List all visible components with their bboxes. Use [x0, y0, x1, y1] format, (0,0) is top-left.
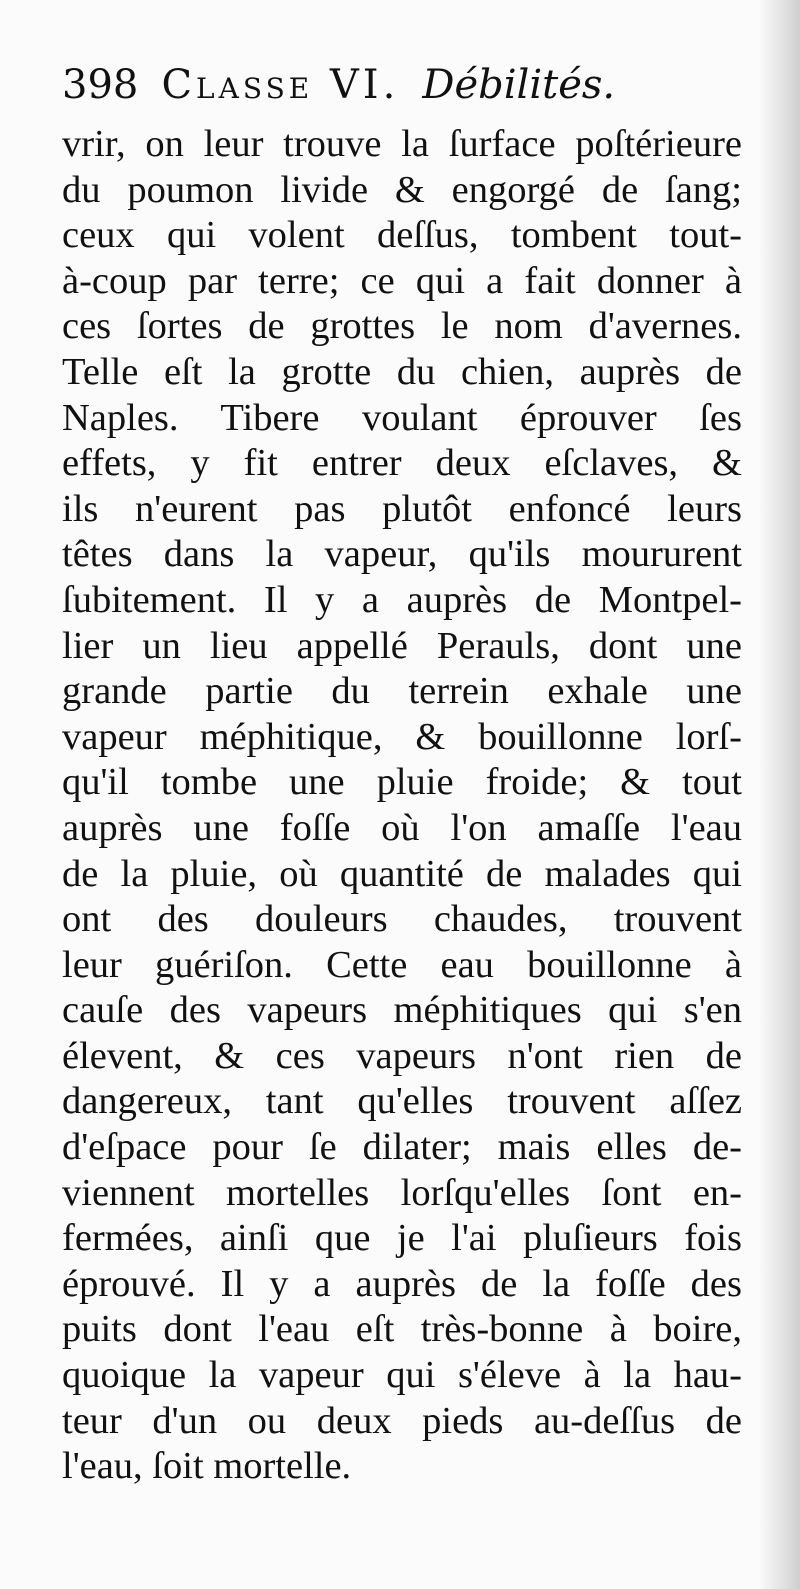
text-line: effets, y fit entrer deux eſclaves, &: [62, 442, 742, 485]
text-line: quoique la vapeur qui s'éleve à la hau-: [62, 1354, 742, 1397]
page-edge-shadow: [758, 0, 800, 1589]
text-line: Telle eſt la grotte du chien, auprès de: [62, 350, 742, 393]
text-line: l'eau, ſoit mortelle.: [62, 1445, 352, 1488]
text-line: vapeur méphitique, & bouillonne lorſ-: [62, 715, 742, 758]
running-header: [62, 62, 742, 118]
text-line: auprès une foſſe où l'on amaſſe l'eau: [62, 806, 742, 849]
text-line: grande partie du terrein exhale une: [62, 670, 742, 713]
body-text: [62, 122, 742, 1490]
text-line: Naples. Tibere voulant éprouver ſes: [62, 396, 742, 439]
text-line: ces ſortes de grottes le nom d'avernes.: [62, 305, 742, 348]
text-line: dangereux, tant qu'elles trouvent aſſez: [62, 1080, 742, 1123]
text-line: à-coup par terre; ce qui a fait donner à: [62, 259, 742, 302]
text-line: teur d'un ou deux pieds au-deſſus de: [62, 1399, 742, 1442]
text-line: éprouvé. Il y a auprès de la foſſe des: [62, 1262, 742, 1305]
text-line: lier un lieu appellé Perauls, dont une: [62, 624, 742, 667]
page-number: 398: [62, 62, 139, 108]
text-line: qu'il tombe une pluie froide; & tout: [62, 761, 742, 804]
text-line: ceux qui volent deſſus, tombent tout-: [62, 214, 742, 257]
text-line: ſubitement. Il y a auprès de Montpel-: [62, 578, 742, 621]
text-line: viennent mortelles lorſqu'elles ſont en-: [62, 1171, 742, 1214]
text-line: ont des douleurs chaudes, trouvent: [62, 898, 742, 941]
text-line: fermées, ainſi que je l'ai pluſieurs fois: [62, 1217, 742, 1260]
text-line: têtes dans la vapeur, qu'ils moururent: [62, 533, 742, 576]
text-line: élevent, & ces vapeurs n'ont rien de: [62, 1034, 742, 1077]
text-line: de la pluie, où quantité de malades qui: [62, 852, 742, 895]
text-line: leur guériſon. Cette eau bouillonne à: [62, 943, 742, 986]
text-line: d'eſpace pour ſe dilater; mais elles de-: [62, 1126, 742, 1169]
text-line: vrir, on leur trouve la ſurface poſtérieure: [62, 123, 742, 165]
text-line: puits dont l'eau eſt très-bonne à boire,: [62, 1308, 742, 1351]
text-line: du poumon livide & engorgé de ſang;: [62, 168, 742, 211]
class-label: Classe VI.: [161, 62, 400, 108]
section-title: Débilités.: [422, 62, 616, 108]
text-line: cauſe des vapeurs méphitiques qui s'en: [62, 989, 742, 1032]
text-line: ils n'eurent pas plutôt enfoncé leurs: [62, 487, 742, 530]
